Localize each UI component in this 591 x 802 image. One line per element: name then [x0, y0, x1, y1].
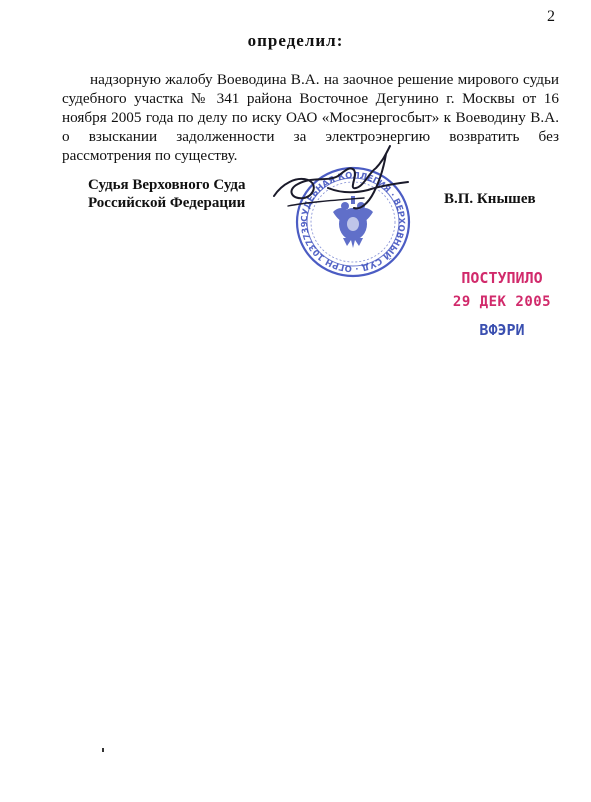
svg-text:СУДЕБНАЯ КОЛЛЕГИЯ · ВЕРХОВНЫЙ: СУДЕБНАЯ КОЛЛЕГИЯ · ВЕРХОВНЫЙ СУД · ОГРН 1037739 [299, 170, 407, 274]
judge-title-line-1: Судья Верховного Суда [88, 177, 246, 193]
received-stamp-date: 29 ДЕК 2005 [452, 294, 552, 310]
decision-body-text: надзорную жалобу Воеводина В.А. на заочное решение мирового судьи судебного участка № 341 района Восточное Дегунино г. Москвы от 16 ноября 2005 года по делу по иску ОАО «Мосэнергосбыт» к Воеводину В.А. о взыскании задолженности за электроэнергию возвратить без рассмотрения по существу. [62, 71, 559, 164]
judge-title-line-2: Российской Федерации [88, 195, 246, 211]
judge-title [88, 176, 246, 212]
judge-name: В.П. Кнышев [444, 191, 536, 207]
received-stamp [452, 266, 552, 342]
decision-heading: определил: [247, 31, 344, 50]
page-number: 2 [547, 8, 555, 25]
scan-speck [102, 748, 104, 752]
judge-signature [268, 136, 418, 226]
received-stamp-department: ВФЭРИ [479, 321, 525, 339]
received-stamp-status: ПОСТУПИЛО [461, 269, 543, 287]
